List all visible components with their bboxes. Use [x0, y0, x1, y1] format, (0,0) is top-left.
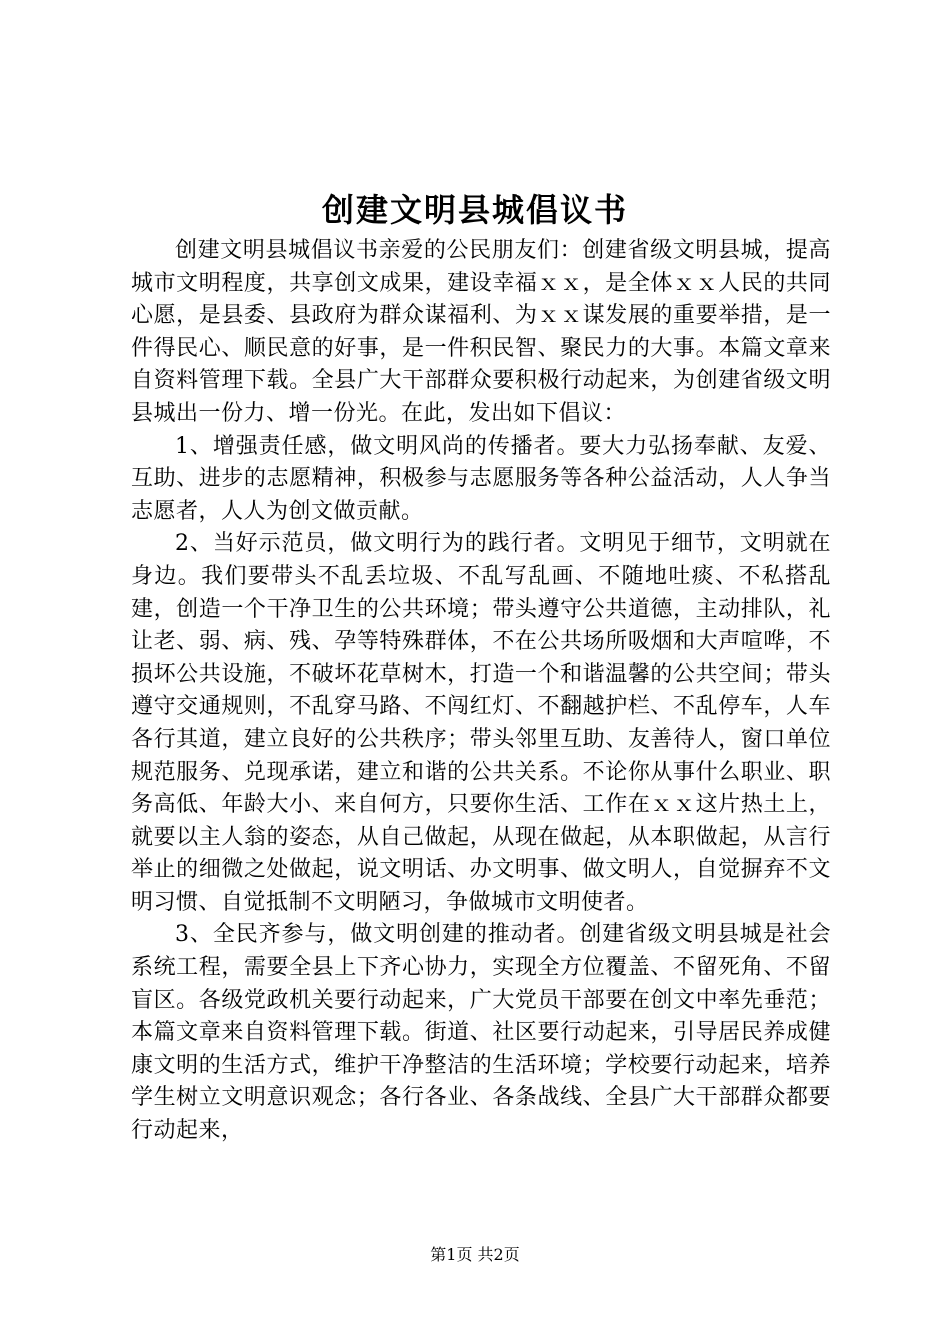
paragraph-item-1: 1、增强责任感，做文明风尚的传播者。要大力弘扬奉献、友爱、互助、进步的志愿精神，积极参与志愿服务等各种公益活动，人人争当志愿者，人人为创文做贡献。	[131, 433, 831, 524]
paragraph-item-2: 2、当好示范员，做文明行为的践行者。文明见于细节，文明就在身边。我们要带头不乱丢垃圾、不乱写乱画、不随地吐痰、不私搭乱建，创造一个干净卫生的公共环境；带头遵守公共道德，主动排队，礼让老、弱、病、残、孕等特殊群体，不在公共场所吸烟和大声喧哗，不损坏公共设施，不破坏花草树木，打造一个和谐温馨的公共空间；带头遵守交通规则，不乱穿马路、不闯红灯、不翻越护栏、不乱停车，人车各行其道，建立良好的公共秩序；带头邻里互助、友善待人，窗口单位规范服务、兑现承诺，建立和谐的公共关系。不论你从事什么职业、职务高低、年龄大小、来自何方，只要你生活、工作在ｘｘ这片热土上，就要以主人翁的姿态，从自己做起，从现在做起，从本职做起，从言行举止的细微之处做起，说文明话、办文明事、做文明人，自觉摒弃不文明习惯、自觉抵制不文明陋习，争做城市文明使者。	[131, 531, 831, 915]
document-title: 创建文明县城倡议书	[321, 191, 628, 229]
paragraph-intro: 创建文明县城倡议书亲爱的公民朋友们：创建省级文明县城，提高城市文明程度，共享创文成果，建设幸福ｘｘ，是全体ｘｘ人民的共同心愿，是县委、县政府为群众谋福利、为ｘｘ谋发展的重要举措，是一件得民心、顺民意的好事，是一件积民智、聚民力的大事。本篇文章来自资料管理下载。全县广大干部群众要积极行动起来，为创建省级文明县城出一份力、增一份光。在此，发出如下倡议：	[131, 238, 831, 426]
document-body	[131, 235, 831, 1148]
page-number-footer: 第1页 共2页	[430, 1245, 520, 1264]
paragraph-item-3: 3、全民齐参与，做文明创建的推动者。创建省级文明县城是社会系统工程，需要全县上下齐心协力，实现全方位覆盖、不留死角、不留盲区。各级党政机关要行动起来，广大党员干部要在创文中率先垂范；本篇文章来自资料管理下载。街道、社区要行动起来，引导居民养成健康文明的生活方式，维护干净整洁的生活环境；学校要行动起来，培养学生树立文明意识观念；各行各业、各条战线、全县广大干部群众都要行动起来，	[131, 922, 831, 1144]
